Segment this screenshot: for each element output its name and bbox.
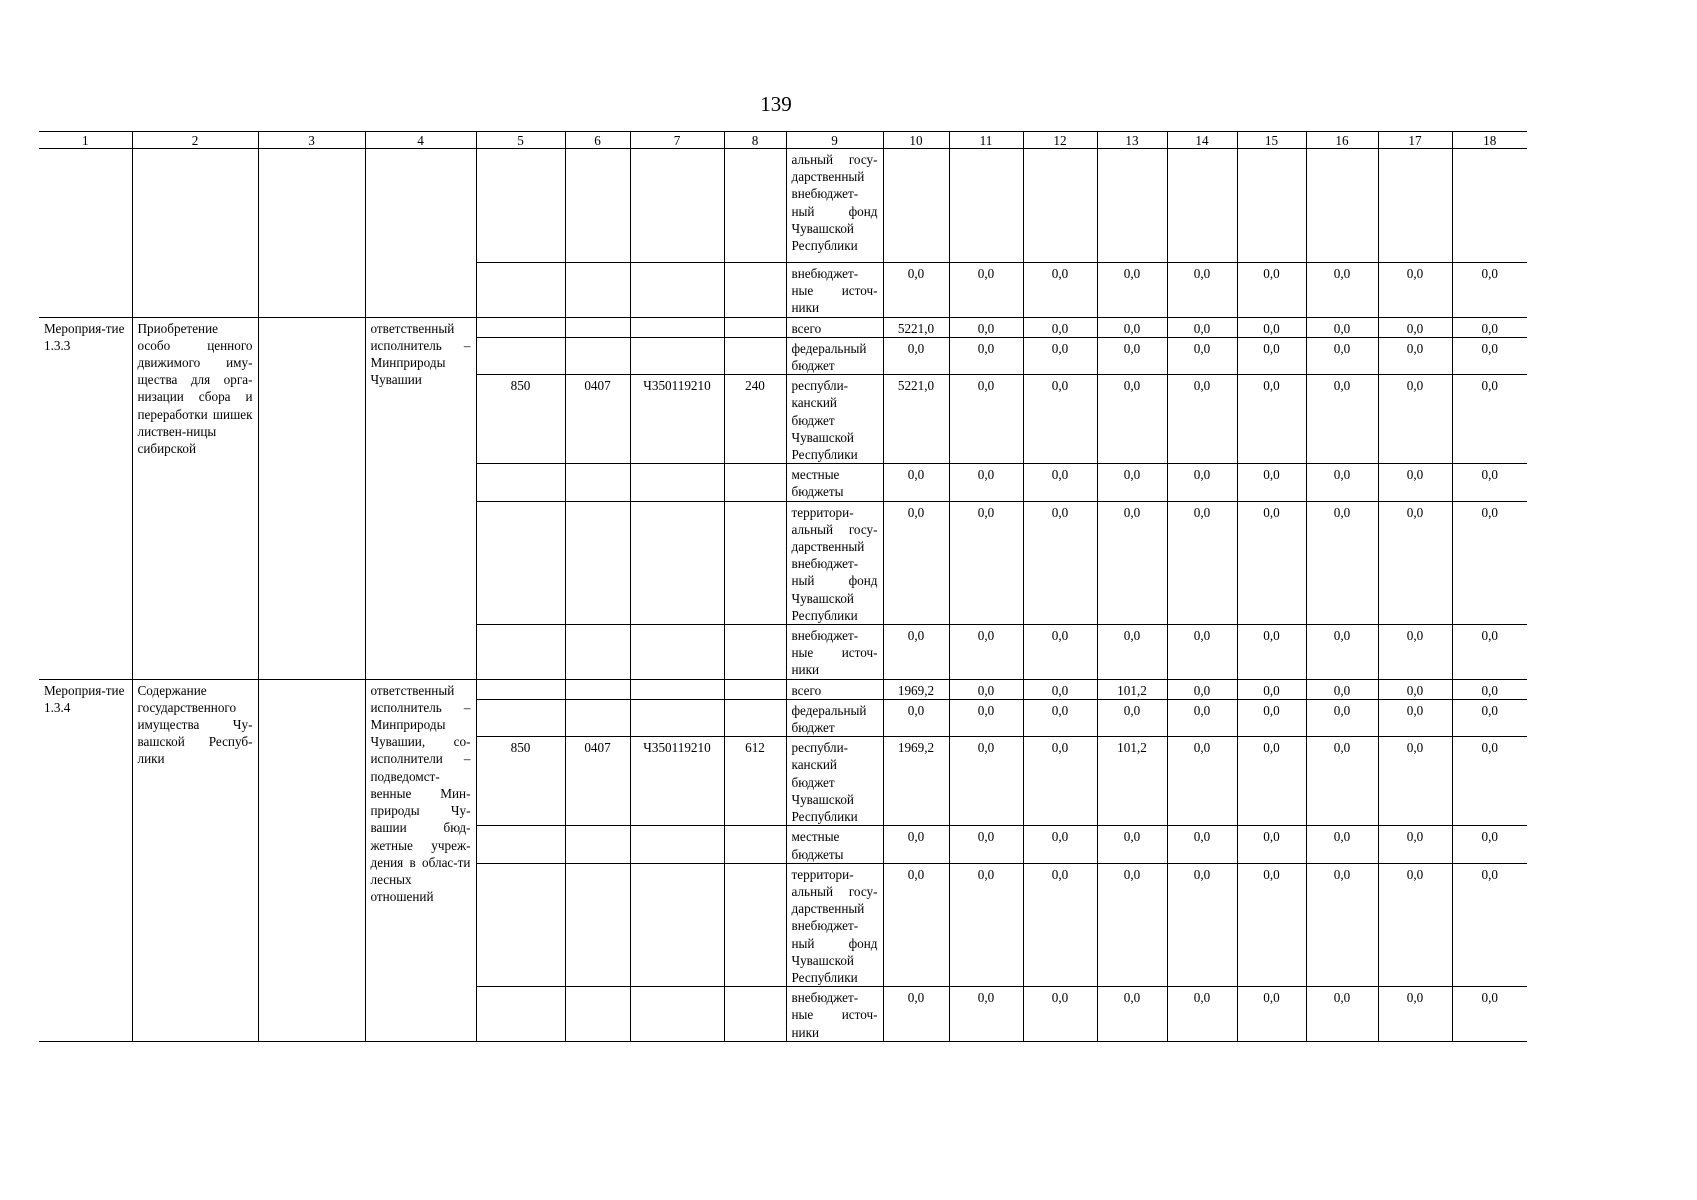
table-row	[39, 679, 1527, 699]
continuation-cell	[258, 149, 365, 318]
value-cell: 0,0	[1023, 679, 1097, 699]
code-rzpr: 0407	[565, 737, 630, 826]
continuation-cell	[132, 149, 258, 318]
value-cell: 0,0	[1452, 337, 1527, 374]
value-cell: 0,0	[1237, 263, 1306, 318]
value-cell: 0,0	[1237, 699, 1306, 736]
value-cell: 0,0	[1306, 699, 1378, 736]
value-cell: 5221,0	[883, 375, 949, 464]
code-cell	[476, 987, 565, 1042]
value-cell: 0,0	[883, 987, 949, 1042]
code-cell	[565, 317, 630, 337]
value-cell: 0,0	[1237, 987, 1306, 1042]
value-cell: 5221,0	[883, 317, 949, 337]
value-cell: 0,0	[883, 699, 949, 736]
code-grbs: 850	[476, 737, 565, 826]
measure-name: Содержание государственного имущества Чу-вашской Респуб-лики	[132, 679, 258, 1041]
funding-source-cell: всего	[786, 679, 883, 699]
column-header: 13	[1097, 132, 1167, 149]
value-cell	[949, 149, 1023, 263]
value-cell: 0,0	[949, 464, 1023, 501]
value-cell: 0,0	[1097, 699, 1167, 736]
value-cell: 0,0	[1306, 737, 1378, 826]
code-rzpr: 0407	[565, 375, 630, 464]
value-cell	[1378, 149, 1452, 263]
value-cell: 0,0	[1452, 826, 1527, 863]
value-cell: 0,0	[1306, 263, 1378, 318]
code-cell	[724, 679, 786, 699]
code-cell	[565, 501, 630, 624]
code-cell	[476, 826, 565, 863]
code-cell	[630, 464, 724, 501]
value-cell: 0,0	[949, 263, 1023, 318]
value-cell: 0,0	[1237, 464, 1306, 501]
value-cell: 0,0	[1378, 625, 1452, 680]
value-cell: 0,0	[1097, 375, 1167, 464]
value-cell: 0,0	[1378, 826, 1452, 863]
value-cell: 0,0	[1167, 337, 1237, 374]
value-cell: 0,0	[1378, 737, 1452, 826]
value-cell: 0,0	[1097, 263, 1167, 318]
value-cell: 0,0	[949, 375, 1023, 464]
column-header: 4	[365, 132, 476, 149]
value-cell	[1306, 149, 1378, 263]
value-cell: 0,0	[1378, 317, 1452, 337]
value-cell: 0,0	[883, 863, 949, 986]
value-cell: 0,0	[1097, 337, 1167, 374]
column-header: 5	[476, 132, 565, 149]
value-cell: 0,0	[1452, 464, 1527, 501]
funding-source-cell: территори-альный госу-дарственный внебюджет-ный фонд Чувашской Республики	[786, 501, 883, 624]
value-cell: 0,0	[949, 987, 1023, 1042]
code-cell	[724, 826, 786, 863]
value-cell: 0,0	[1452, 863, 1527, 986]
code-cell	[630, 863, 724, 986]
budget-table	[39, 131, 1527, 1042]
value-cell: 0,0	[949, 337, 1023, 374]
value-cell: 0,0	[1306, 987, 1378, 1042]
value-cell: 0,0	[1237, 501, 1306, 624]
funding-source-cell: территори-альный госу-дарственный внебюджет-ный фонд Чувашской Республики	[786, 863, 883, 986]
code-cell	[565, 987, 630, 1042]
value-cell: 0,0	[1452, 625, 1527, 680]
table-row	[39, 317, 1527, 337]
code-cell	[476, 149, 565, 263]
value-cell: 0,0	[1378, 699, 1452, 736]
funding-source-cell: всего	[786, 317, 883, 337]
code-grbs: 850	[476, 375, 565, 464]
value-cell: 0,0	[1023, 317, 1097, 337]
value-cell: 0,0	[883, 501, 949, 624]
value-cell: 0,0	[1378, 501, 1452, 624]
value-cell: 0,0	[1378, 337, 1452, 374]
value-cell: 0,0	[1023, 464, 1097, 501]
value-cell: 0,0	[1452, 737, 1527, 826]
value-cell: 0,0	[1023, 987, 1097, 1042]
value-cell: 0,0	[1452, 679, 1527, 699]
value-cell: 0,0	[1167, 375, 1237, 464]
code-cell	[724, 464, 786, 501]
column-header: 2	[132, 132, 258, 149]
column-header: 14	[1167, 132, 1237, 149]
value-cell: 0,0	[949, 317, 1023, 337]
value-cell: 0,0	[1306, 863, 1378, 986]
value-cell: 0,0	[1237, 337, 1306, 374]
table-body	[39, 132, 1527, 1042]
value-cell: 0,0	[1237, 375, 1306, 464]
column-header: 18	[1452, 132, 1527, 149]
code-cell	[630, 149, 724, 263]
funding-source-cell: федеральный бюджет	[786, 337, 883, 374]
code-cell	[565, 826, 630, 863]
value-cell: 0,0	[949, 699, 1023, 736]
value-cell: 0,0	[1378, 679, 1452, 699]
value-cell: 0,0	[1023, 375, 1097, 464]
table-row	[39, 149, 1527, 263]
value-cell: 0,0	[1167, 863, 1237, 986]
value-cell: 0,0	[1237, 317, 1306, 337]
measure-id: Мероприя-тие 1.3.4	[39, 679, 132, 1041]
value-cell: 0,0	[1023, 863, 1097, 986]
funding-source-cell: местные бюджеты	[786, 464, 883, 501]
code-cell	[630, 699, 724, 736]
value-cell: 0,0	[1167, 826, 1237, 863]
value-cell: 0,0	[1097, 317, 1167, 337]
value-cell: 0,0	[1237, 737, 1306, 826]
value-cell: 0,0	[1167, 501, 1237, 624]
code-cell	[724, 263, 786, 318]
value-cell: 0,0	[1237, 826, 1306, 863]
column-header: 8	[724, 132, 786, 149]
value-cell: 0,0	[1167, 699, 1237, 736]
code-cell	[476, 679, 565, 699]
column-header: 9	[786, 132, 883, 149]
funding-source-cell: альный госу-дарственный внебюджет-ный фонд Чувашской Республики	[786, 149, 883, 263]
value-cell: 0,0	[1306, 625, 1378, 680]
value-cell: 0,0	[1023, 501, 1097, 624]
value-cell: 0,0	[949, 826, 1023, 863]
value-cell: 101,2	[1097, 679, 1167, 699]
value-cell: 0,0	[1378, 863, 1452, 986]
page-number: 139	[760, 92, 792, 116]
column-header: 15	[1237, 132, 1306, 149]
value-cell: 0,0	[1097, 501, 1167, 624]
value-cell	[1097, 149, 1167, 263]
value-cell: 101,2	[1097, 737, 1167, 826]
column-header: 3	[258, 132, 365, 149]
code-cell	[565, 464, 630, 501]
code-csr: Ч350119210	[630, 375, 724, 464]
code-vr: 240	[724, 375, 786, 464]
value-cell	[1452, 149, 1527, 263]
value-cell: 0,0	[1167, 987, 1237, 1042]
value-cell: 0,0	[1167, 625, 1237, 680]
value-cell: 0,0	[1167, 317, 1237, 337]
value-cell: 0,0	[1378, 263, 1452, 318]
column-header: 11	[949, 132, 1023, 149]
value-cell: 0,0	[1306, 501, 1378, 624]
funding-source-cell: внебюджет-ные источ-ники	[786, 987, 883, 1042]
value-cell: 0,0	[1023, 699, 1097, 736]
funding-source-cell: внебюджет-ные источ-ники	[786, 263, 883, 318]
code-cell	[724, 337, 786, 374]
value-cell: 0,0	[1237, 625, 1306, 680]
value-cell: 0,0	[1378, 464, 1452, 501]
value-cell: 0,0	[1378, 987, 1452, 1042]
empty-cell	[258, 679, 365, 1041]
code-cell	[565, 337, 630, 374]
value-cell: 1969,2	[883, 679, 949, 699]
value-cell: 0,0	[883, 464, 949, 501]
code-cell	[630, 625, 724, 680]
funding-source-cell: республи-канский бюджет Чувашской Республики	[786, 375, 883, 464]
value-cell	[883, 149, 949, 263]
value-cell: 0,0	[949, 625, 1023, 680]
value-cell: 0,0	[1452, 263, 1527, 318]
value-cell: 0,0	[1306, 317, 1378, 337]
funding-source-cell: республи-канский бюджет Чувашской Республики	[786, 737, 883, 826]
value-cell: 0,0	[1452, 375, 1527, 464]
code-cell	[724, 149, 786, 263]
column-header: 7	[630, 132, 724, 149]
code-cell	[724, 863, 786, 986]
value-cell: 0,0	[883, 826, 949, 863]
code-cell	[565, 263, 630, 318]
value-cell: 0,0	[1167, 679, 1237, 699]
value-cell: 0,0	[1023, 737, 1097, 826]
column-header: 6	[565, 132, 630, 149]
code-cell	[630, 987, 724, 1042]
column-header-row	[39, 132, 1527, 149]
value-cell: 0,0	[949, 863, 1023, 986]
funding-source-cell: федеральный бюджет	[786, 699, 883, 736]
code-cell	[724, 987, 786, 1042]
code-cell	[565, 625, 630, 680]
value-cell: 0,0	[1097, 464, 1167, 501]
column-header: 1	[39, 132, 132, 149]
value-cell: 1969,2	[883, 737, 949, 826]
value-cell: 0,0	[1452, 317, 1527, 337]
value-cell: 0,0	[1167, 464, 1237, 501]
code-cell	[476, 464, 565, 501]
measure-executor: ответственный исполнитель – Минприроды Чувашии	[365, 317, 476, 679]
value-cell: 0,0	[1306, 826, 1378, 863]
code-cell	[476, 337, 565, 374]
funding-source-cell: местные бюджеты	[786, 826, 883, 863]
measure-id: Мероприя-тие 1.3.3	[39, 317, 132, 679]
value-cell: 0,0	[1023, 625, 1097, 680]
value-cell	[1167, 149, 1237, 263]
value-cell: 0,0	[1097, 863, 1167, 986]
measure-name: Приобретение особо ценного движимого иму-щества для орга-низации сбора и переработки шишек листвен-ницы сибирской	[132, 317, 258, 679]
code-cell	[630, 263, 724, 318]
code-cell	[476, 263, 565, 318]
code-cell	[724, 699, 786, 736]
column-header: 16	[1306, 132, 1378, 149]
code-cell	[476, 699, 565, 736]
value-cell: 0,0	[1306, 337, 1378, 374]
value-cell: 0,0	[949, 737, 1023, 826]
value-cell: 0,0	[1097, 987, 1167, 1042]
code-cell	[565, 699, 630, 736]
funding-source-cell: внебюджет-ные источ-ники	[786, 625, 883, 680]
value-cell: 0,0	[1237, 863, 1306, 986]
value-cell: 0,0	[1097, 826, 1167, 863]
column-header: 17	[1378, 132, 1452, 149]
code-cell	[565, 863, 630, 986]
code-cell	[565, 679, 630, 699]
value-cell: 0,0	[949, 501, 1023, 624]
code-csr: Ч350119210	[630, 737, 724, 826]
code-cell	[630, 501, 724, 624]
continuation-cell	[365, 149, 476, 318]
code-cell	[724, 625, 786, 680]
value-cell: 0,0	[1167, 263, 1237, 318]
code-cell	[565, 149, 630, 263]
code-cell	[476, 625, 565, 680]
value-cell: 0,0	[1023, 337, 1097, 374]
value-cell: 0,0	[1378, 375, 1452, 464]
value-cell: 0,0	[1237, 679, 1306, 699]
value-cell: 0,0	[1452, 699, 1527, 736]
value-cell: 0,0	[1306, 375, 1378, 464]
code-cell	[476, 317, 565, 337]
value-cell	[1023, 149, 1097, 263]
value-cell: 0,0	[1306, 679, 1378, 699]
value-cell: 0,0	[1023, 826, 1097, 863]
value-cell: 0,0	[1097, 625, 1167, 680]
value-cell: 0,0	[1306, 464, 1378, 501]
code-cell	[476, 501, 565, 624]
value-cell: 0,0	[949, 679, 1023, 699]
value-cell: 0,0	[883, 625, 949, 680]
code-cell	[630, 826, 724, 863]
measure-executor: ответственный исполнитель – Минприроды Чувашии, со-исполнители – подведомст-венные Мин-природы Чу-вашии бюд-жетные учреж-дения в облас-ти лесных отношений	[365, 679, 476, 1041]
code-cell	[630, 337, 724, 374]
value-cell: 0,0	[883, 337, 949, 374]
code-cell	[476, 863, 565, 986]
value-cell: 0,0	[1023, 263, 1097, 318]
column-header: 12	[1023, 132, 1097, 149]
empty-cell	[258, 317, 365, 679]
value-cell: 0,0	[1452, 501, 1527, 624]
column-header: 10	[883, 132, 949, 149]
code-cell	[724, 317, 786, 337]
value-cell: 0,0	[1452, 987, 1527, 1042]
continuation-cell	[39, 149, 132, 318]
code-cell	[630, 679, 724, 699]
code-cell	[724, 501, 786, 624]
value-cell: 0,0	[883, 263, 949, 318]
code-vr: 612	[724, 737, 786, 826]
value-cell: 0,0	[1167, 737, 1237, 826]
value-cell	[1237, 149, 1306, 263]
code-cell	[630, 317, 724, 337]
